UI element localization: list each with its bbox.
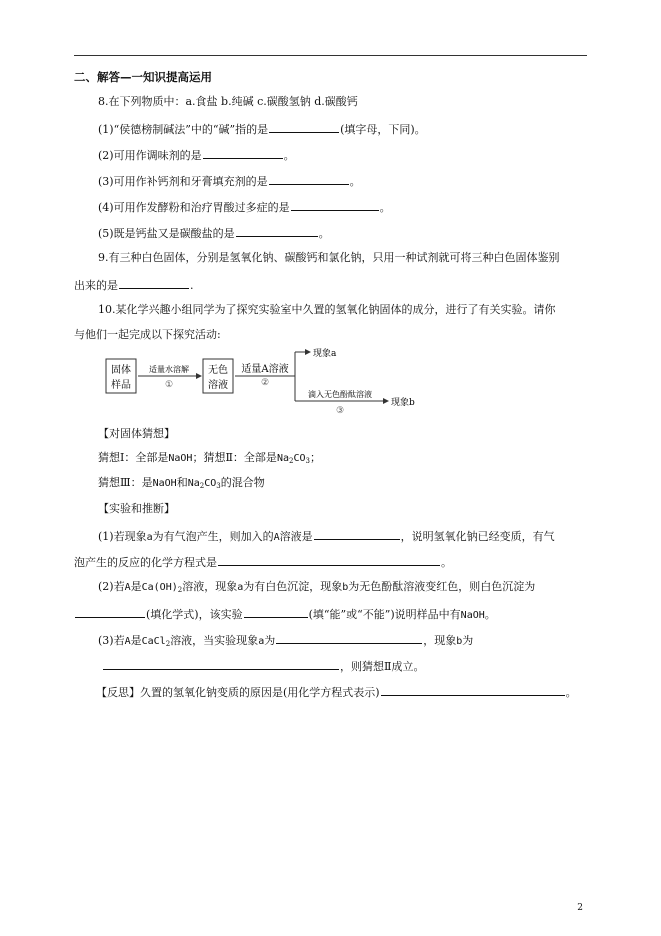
answer-blank[interactable] — [218, 554, 440, 566]
formula-co: CO — [293, 453, 306, 464]
text: 为 — [264, 634, 276, 647]
text: A — [124, 636, 131, 647]
text: 溶液是 — [279, 530, 313, 543]
result-b: 现象b — [391, 398, 415, 408]
text: ，说明氢氧化钠已经变质，有气 — [400, 530, 555, 543]
guess3-text: 猜想Ⅲ：是 — [98, 476, 153, 489]
answer-blank[interactable] — [314, 528, 400, 540]
section-title: 二、解答—一知识提高运用 — [74, 70, 212, 84]
text: 为有气泡产生，则加入的 — [152, 530, 274, 543]
exp-2-line1 — [98, 580, 535, 595]
q8-part5-text: (5)既是钙盐又是碳酸盐的是 — [98, 227, 235, 240]
q8-part2 — [98, 147, 295, 163]
answer-blank[interactable] — [203, 147, 283, 159]
text: 。 — [565, 686, 577, 699]
text: ，现象 — [423, 634, 457, 647]
q10-line2: 与他们一起完成以下探究活动: — [74, 328, 221, 341]
text: (1)若现象 — [98, 530, 147, 543]
text: 。 — [484, 608, 496, 621]
box1-line1: 固体 — [111, 365, 131, 376]
q9-line2 — [74, 277, 194, 293]
guess-end: ； — [309, 451, 321, 464]
text: 为 — [462, 634, 474, 647]
reflection — [96, 684, 577, 700]
q8-part4-text: (4)可用作发酵粉和治疗胃酸过多症的是 — [98, 201, 290, 214]
subscript: 3 — [216, 482, 221, 490]
exp-heading: 【实验和推断】 — [98, 502, 175, 515]
subscript: 2 — [165, 640, 171, 648]
box1-line2: 样品 — [111, 380, 131, 391]
formula-co: CO — [204, 478, 217, 489]
exp-1-line1 — [98, 528, 555, 545]
q8-part3-tail: 。 — [349, 175, 361, 188]
q8-part2-text: (2)可用作调味剂的是 — [98, 149, 202, 162]
q8-part3 — [98, 173, 361, 189]
q8-stem: 8.在下列物质中：a.食盐 b.纯碱 c.碳酸氢钠 d.碳酸钙 — [98, 95, 358, 108]
text: b — [342, 582, 349, 593]
subscript: 2 — [177, 586, 183, 594]
step3-label: 滴入无色酚酞溶液 — [308, 390, 372, 399]
step2-number: ② — [260, 378, 270, 388]
subscript: 2 — [288, 457, 294, 465]
text: A — [124, 582, 131, 593]
q8-part4 — [98, 199, 391, 215]
text: (3)若 — [98, 634, 125, 647]
guess3-and: 和 — [176, 476, 188, 489]
text: 【反思】久置的氢氧化钠变质的原因是(用化学方程式表示) — [96, 686, 380, 699]
answer-blank[interactable] — [291, 199, 379, 211]
text: (填化学式)，该实验 — [146, 608, 243, 621]
answer-blank[interactable] — [75, 606, 145, 618]
text: 为有白色沉淀，现象 — [243, 580, 343, 593]
experiment-flow-diagram — [105, 347, 435, 417]
formula-naoh: NaOH — [152, 478, 177, 489]
text: b — [456, 636, 463, 647]
text: (填“能”或“不能”)说明样品中有 — [308, 608, 461, 621]
text: A — [273, 532, 280, 543]
q8-part1-text: (1)“侯德榜制碱法”中的“碱”指的是 — [98, 123, 269, 136]
guess-3 — [98, 476, 265, 491]
q8-part3-text: (3)可用作补钙剂和牙膏填充剂的是 — [98, 175, 268, 188]
text: Ca(OH) — [141, 582, 178, 593]
subscript: 3 — [305, 457, 310, 465]
q9-line1: 9.有三种白色固体，分别是氢氧化钠、碳酸钙和氯化钠，只用一种试剂就可将三种白色固体鉴别 — [98, 251, 560, 264]
exp-3-line1 — [98, 632, 473, 649]
header-rule — [74, 55, 587, 56]
answer-blank[interactable] — [244, 606, 308, 618]
text: 泡产生的反应的化学方程式是 — [74, 556, 217, 569]
formula-na: Na — [187, 478, 200, 489]
exp-1-line2 — [74, 554, 452, 570]
q10-line1: 10.某化学兴趣小组同学为了探究实验室中久置的氢氧化钠固体的成分，进行了有关实验。请你 — [98, 303, 556, 316]
step1-label: 适量水溶解 — [149, 365, 189, 374]
answer-blank[interactable] — [103, 658, 339, 670]
text: 溶液，现象 — [182, 580, 238, 593]
text: NaOH — [460, 610, 485, 621]
answer-blank[interactable] — [119, 277, 189, 289]
q8-part2-tail: 。 — [283, 149, 295, 162]
step2-label: 适量A溶液 — [241, 364, 289, 375]
formula-naoh: NaOH — [168, 453, 193, 464]
q8-part4-tail: 。 — [379, 201, 391, 214]
text: a — [258, 636, 265, 647]
guess-1-2 — [98, 451, 321, 466]
exp-3-line2 — [102, 658, 424, 674]
guess3-tail: 的混合物 — [220, 476, 265, 489]
page-number: 2 — [577, 903, 583, 913]
text: 是 — [130, 580, 142, 593]
q9-line2-text: 出来的是 — [74, 279, 118, 292]
text: a — [146, 532, 153, 543]
answer-blank[interactable] — [381, 684, 565, 696]
text: a — [237, 582, 244, 593]
exp-2-line2 — [74, 606, 496, 623]
q8-part5-tail: 。 — [318, 227, 330, 240]
q8-part1 — [98, 121, 426, 137]
text: (2)若 — [98, 580, 125, 593]
result-a: 现象a — [313, 349, 337, 359]
answer-blank[interactable] — [269, 173, 349, 185]
text: 为无色酚酞溶液变红色，则白色沉淀为 — [348, 580, 536, 593]
answer-blank[interactable] — [269, 121, 339, 133]
q9-line2-tail: . — [190, 279, 194, 292]
text: 溶液，当实验现象 — [170, 634, 259, 647]
guess1-text: 猜想Ⅰ：全部是 — [98, 451, 169, 464]
answer-blank[interactable] — [236, 225, 318, 237]
text: ，则猜想Ⅱ成立。 — [340, 660, 425, 673]
text: 。 — [441, 556, 452, 569]
text: 是 — [130, 634, 142, 647]
subscript: 2 — [199, 482, 205, 490]
step3-number: ③ — [335, 406, 345, 416]
step1-number: ① — [164, 380, 174, 390]
box2-line1: 无色 — [208, 365, 228, 376]
guess-heading: 【对固体猜想】 — [98, 427, 175, 440]
text: CaCl — [141, 636, 166, 647]
q8-part1-tail: (填字母，下同)。 — [340, 123, 426, 136]
formula-na: Na — [276, 453, 289, 464]
answer-blank[interactable] — [276, 632, 422, 644]
guess2-text: ；猜想Ⅱ：全部是 — [192, 451, 277, 464]
q8-part5 — [98, 225, 330, 241]
box2-line2: 溶液 — [208, 380, 228, 391]
